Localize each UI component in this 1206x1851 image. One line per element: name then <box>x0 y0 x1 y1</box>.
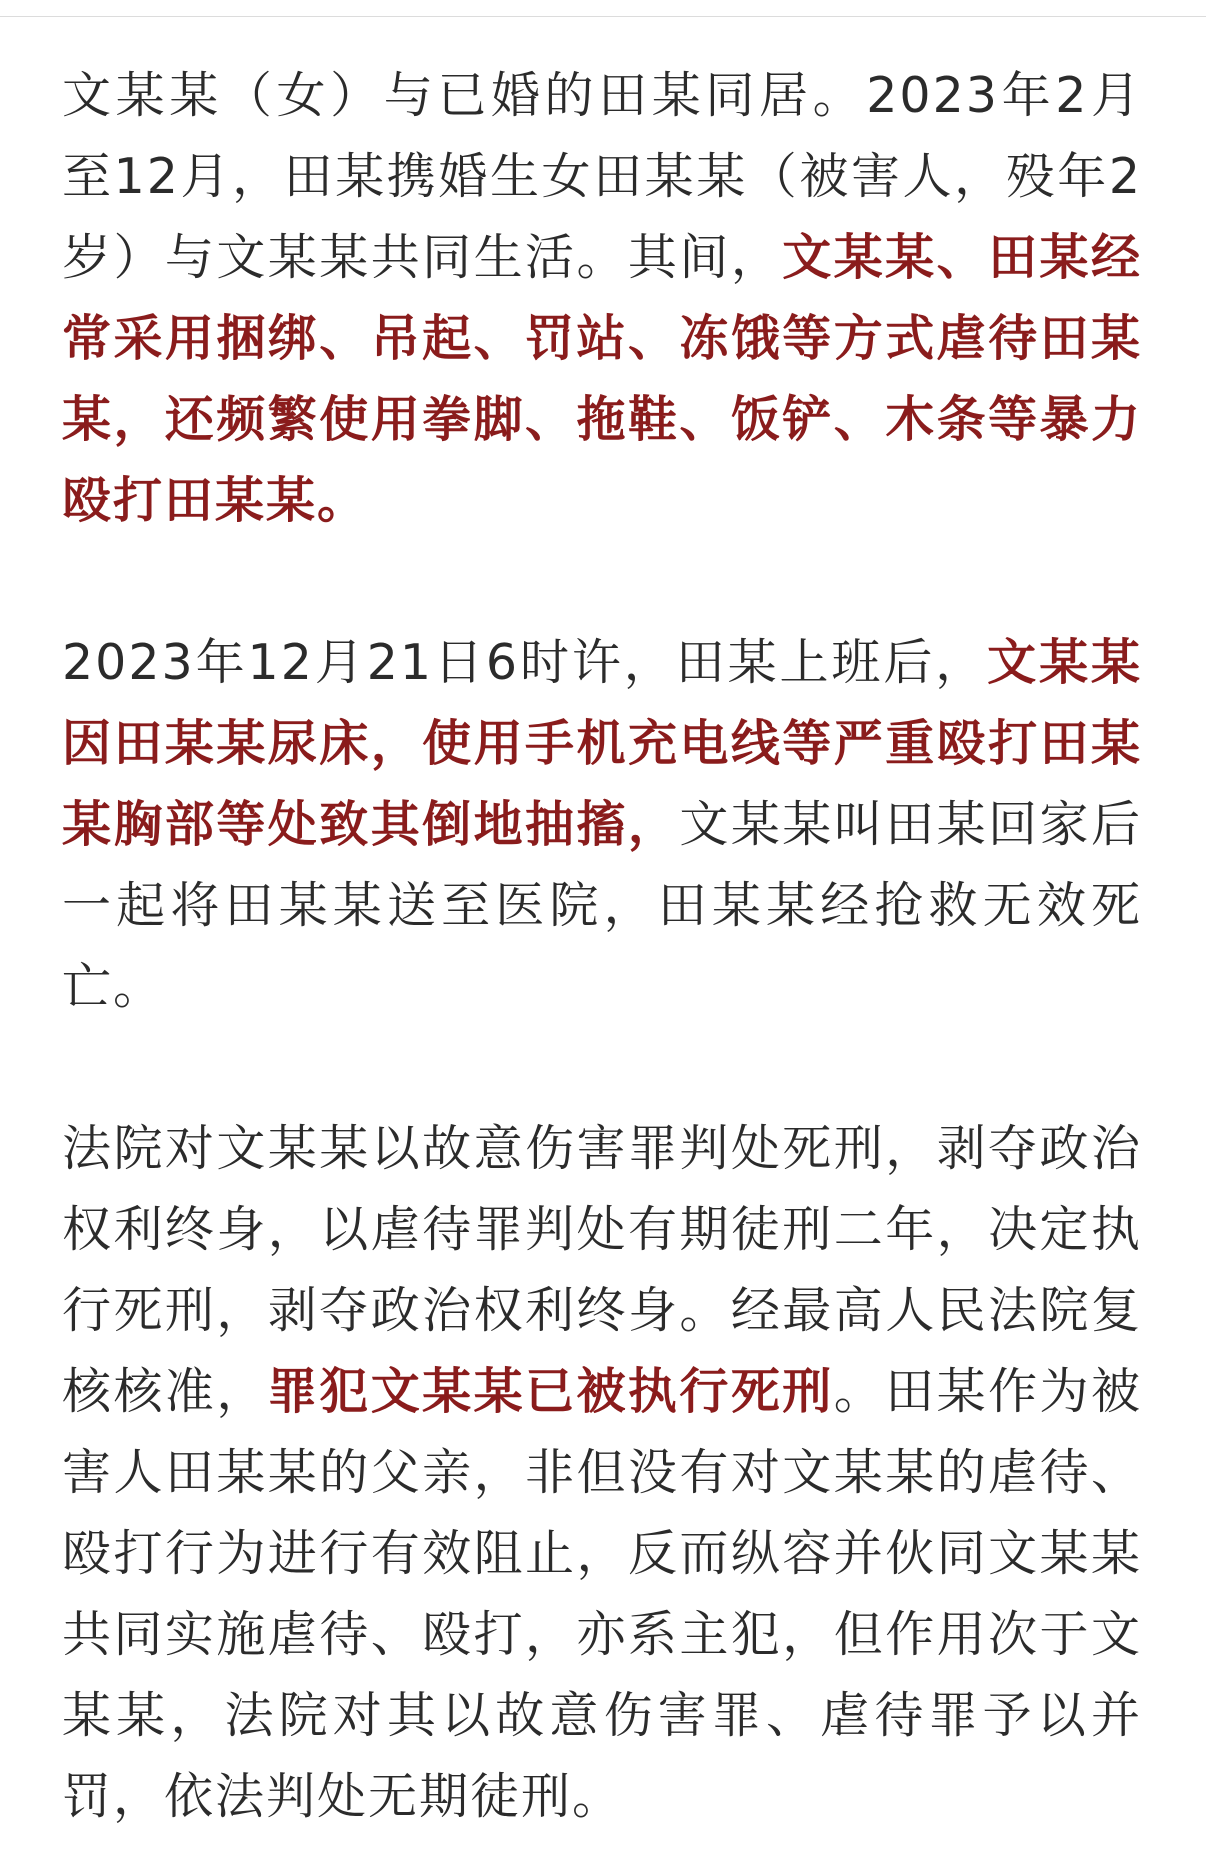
paragraph-abuse-facts <box>62 55 1142 541</box>
highlighted-text: 罪犯文某某已被执行死刑 <box>267 1363 834 1420</box>
highlighted-text: 文某某因田某某尿床，使用手机充电线等严重殴打田某某胸部等处致其倒地抽搐， <box>62 634 1142 853</box>
paragraph-incident <box>62 622 1142 1027</box>
highlighted-text: 文某某、田某经常采用捆绑、吊起、罚站、冻饿等方式虐待田某某，还频繁使用拳脚、拖鞋、饭铲、木条等暴力殴打田某某。 <box>62 229 1142 529</box>
paragraph-text: 文某某叫田某回家后一起将田某某送至医院，田某某经抢救无效死亡。 <box>62 796 1142 1015</box>
top-divider <box>0 0 1206 17</box>
paragraph-text: 2023年12月21日6时许，田某上班后， <box>62 634 988 691</box>
article-body <box>62 55 1142 1837</box>
paragraph-text: 。田某作为被害人田某某的父亲，非但没有对文某某的虐待、殴打行为进行有效阻止，反而纵容并伙同文某某共同实施虐待、殴打，亦系主犯，但作用次于文某某，法院对其以故意伤害罪、虐待罪予以并罚，依法判处无期徒刑。 <box>62 1363 1142 1825</box>
paragraph-verdict <box>62 1108 1142 1837</box>
paragraph-text: 文某某（女）与已婚的田某同居。2023年2月至12月，田某携婚生女田某某（被害人，殁年2岁）与文某某共同生活。其间， <box>62 67 1142 286</box>
paragraph-text: 法院对文某某以故意伤害罪判处死刑，剥夺政治权利终身，以虐待罪判处有期徒刑二年，决定执行死刑，剥夺政治权利终身。经最高人民法院复核核准， <box>62 1120 1142 1420</box>
